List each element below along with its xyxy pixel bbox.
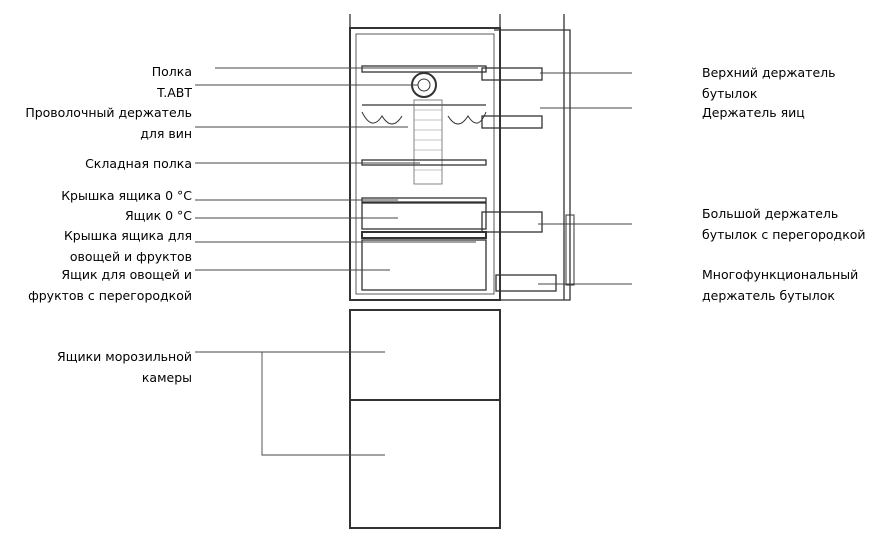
air-vent (414, 100, 442, 184)
freezer-drawer-upper (350, 310, 500, 400)
label-shelf: Полка T.ABT (151, 64, 192, 100)
label-large-bottle-holder: Большой держатель бутылок с перегородкой (702, 206, 866, 242)
label-freezer-drawers: Ящики морозильной камеры (57, 349, 192, 385)
door-bin-egg (482, 116, 542, 128)
label-folding-shelf: Складная полка (85, 156, 192, 171)
label-crisper: Ящик для овощей и фруктов с перегородкой (28, 267, 192, 303)
label-zero-drawer: Ящик 0 °С (124, 208, 192, 223)
wine-rack (362, 112, 486, 124)
top-shelf (362, 66, 486, 72)
label-zero-drawer-lid: Крышка ящика 0 °С (61, 188, 192, 203)
freezer-drawer-lower (350, 400, 500, 528)
fridge-door (494, 30, 570, 300)
label-wine-rack: Проволочный держатель для вин (25, 105, 192, 141)
door-bin-bottom (496, 275, 556, 291)
fridge-body (350, 28, 500, 300)
label-multi-bottle-holder: Многофункциональный держатель бутылок (702, 267, 859, 303)
door-bin-top (482, 68, 542, 80)
label-top-bottle-holder: Верхний держатель бутылок (702, 65, 836, 101)
zero-drawer-shape (362, 203, 486, 229)
folding-shelf-shape (362, 160, 486, 165)
door-bin-large (482, 212, 542, 232)
label-egg-holder: Держатель яиц (702, 105, 805, 120)
crisper-shape (362, 240, 486, 290)
label-crisper-lid: Крышка ящика для овощей и фруктов (63, 228, 192, 264)
crisper-lid-shape (362, 232, 486, 238)
leader-freezer-lower (262, 352, 385, 455)
